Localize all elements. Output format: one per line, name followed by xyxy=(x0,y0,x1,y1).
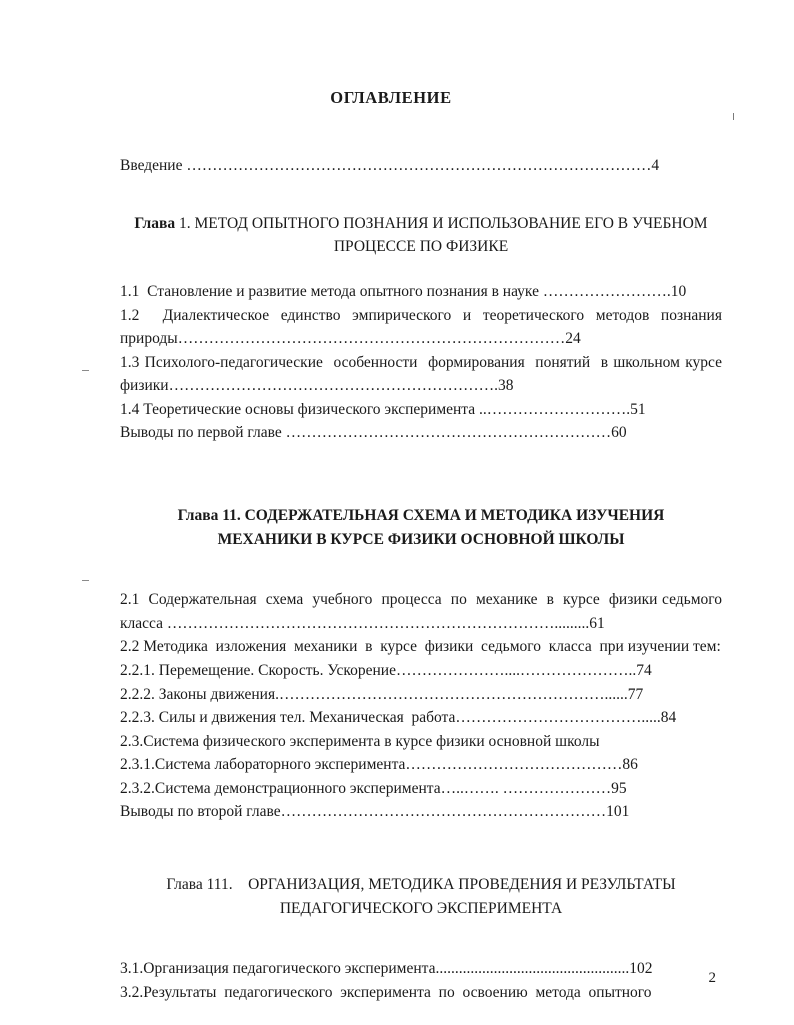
page-edge-mark-left-2 xyxy=(82,580,89,581)
toc-entry-2-2-1: 2.2.1. Перемещение. Скорость. Ускорение…………………....…………………..74 xyxy=(120,662,652,680)
page-number: 2 xyxy=(708,970,716,986)
page-title: ОГЛАВЛЕНИЕ xyxy=(330,88,452,107)
toc-chapter-2-heading: Глава 11. СОДЕРЖАТЕЛЬНАЯ СХЕМА И МЕТОДИКА ИЗУЧЕНИЯ МЕХАНИКИ В КУРСЕ ФИЗИКИ ОСНОВНОЙ ШКОЛЫ xyxy=(177,507,665,548)
chapter-1-label: Глава xyxy=(134,214,176,232)
toc-entry-2-conclusion: Выводы по второй главе………………………………………………………101 xyxy=(120,803,630,821)
toc-entry-1-conclusion: Выводы по первой главе ………………………………………………………60 xyxy=(120,424,627,442)
toc-chapter-3-heading xyxy=(120,873,722,920)
toc-entry-1-3: 1.3 Психолого-педагогические особенности формирования понятий в школьном курсе физики……………………………………………………….38 xyxy=(120,353,726,395)
toc-entry-2-1: 2.1 Содержательная схема учебного процесса по механике в курсе физики седьмого класса ………………………………………………………………….........61 xyxy=(120,591,726,632)
toc-entry-introduction: Введение ………………………………………………………………………………4 xyxy=(120,157,660,174)
chapter-1-title: 1. МЕТОД ОПЫТНОГО ПОЗНАНИЯ И ИСПОЛЬЗОВАНИЕ ЕГО В УЧЕБНОМ ПРОЦЕССЕ ПО ФИЗИКЕ xyxy=(178,214,708,255)
page-edge-mark-left xyxy=(82,370,89,371)
page-edge-mark xyxy=(733,113,734,120)
toc-entry-3-1: 3.1.Организация педагогического эксперимента..................................................102 xyxy=(120,960,653,978)
chapter-3-title: ОРГАНИЗАЦИЯ, МЕТОДИКА ПРОВЕДЕНИЯ И РЕЗУЛЬТАТЫ ПЕДАГОГИЧЕСКОГО ЭКСПЕРИМЕНТА xyxy=(248,876,676,917)
toc-entry-2-2-2: 2.2.2. Законы движения.………………………………………………………......77 xyxy=(120,685,644,703)
toc-entry-1-2: 1.2 Диалектическое единство эмпирического и теоретического методов познания природы…………………………………………………………………24 xyxy=(120,306,726,348)
chapter-3-label: Глава 111. xyxy=(166,876,233,894)
toc-entry-2-2-3: 2.2.3. Силы и движения тел. Механическая работа……………………………….....84 xyxy=(120,709,677,727)
toc-entry-1-1: 1.1 Становление и развитие метода опытного познания в науке …………………….10 xyxy=(120,283,687,301)
toc-entry-2-3: 2.3.Система физического эксперимента в курсе физики основной школы xyxy=(120,732,600,750)
toc-chapter-1-heading xyxy=(120,212,722,259)
toc-entry-2-3-2: 2.3.2.Система демонстрационного эксперимента…..……. …………………95 xyxy=(120,779,627,797)
toc-entry-2-2: 2.2 Методика изложения механики в курсе физики седьмого класса при изучении тем: xyxy=(120,638,721,656)
toc-entry-1-4: 1.4 Теоретические основы физического эксперимента ..……………………….51 xyxy=(120,400,646,418)
toc-entry-3-2: 3.2.Результаты педагогического эксперимента по освоению метода опытного xyxy=(120,983,652,1001)
toc-entry-2-3-1: 2.3.1.Система лабораторного эксперимента……………………………………86 xyxy=(120,756,638,774)
